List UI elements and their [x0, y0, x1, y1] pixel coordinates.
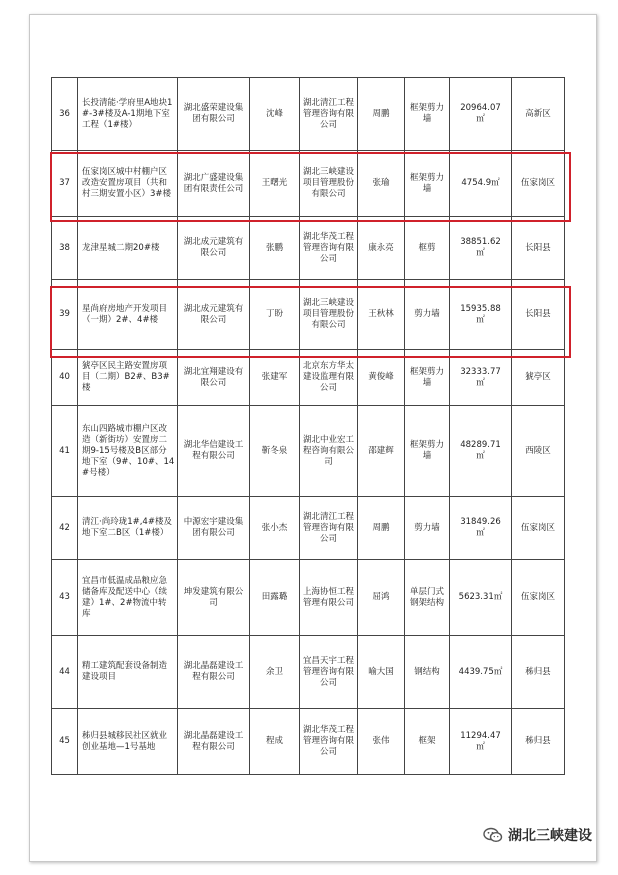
- cell-structure: 框架剪力墙: [405, 406, 450, 497]
- cell-supervisor: 湖北清江工程管理咨询有限公司: [300, 78, 358, 151]
- table-row: [52, 406, 565, 497]
- wechat-icon: [483, 827, 503, 843]
- cell-structure: 框剪: [405, 217, 450, 280]
- cell-builder-manager: 王曙光: [250, 151, 300, 217]
- cell-project: 伍家岗区城中村棚户区改造安置房项目（共和村三期安置小区）3#楼: [78, 151, 178, 217]
- cell-no: 44: [52, 636, 78, 709]
- cell-area: 20964.07 ㎡: [450, 78, 512, 151]
- cell-no: 40: [52, 350, 78, 406]
- cell-no: 45: [52, 709, 78, 775]
- cell-chief-engineer: 康永亮: [358, 217, 405, 280]
- cell-builder-manager: 余卫: [250, 636, 300, 709]
- cell-district: 西陵区: [512, 406, 565, 497]
- cell-builder-manager: 靳冬泉: [250, 406, 300, 497]
- cell-area: 11294.47 ㎡: [450, 709, 512, 775]
- cell-no: 38: [52, 217, 78, 280]
- cell-builder: 湖北广盛建设集团有限责任公司: [178, 151, 250, 217]
- cell-builder: 湖北成元建筑有限公司: [178, 280, 250, 350]
- table-row: [52, 636, 565, 709]
- cell-chief-engineer: 张瑜: [358, 151, 405, 217]
- table-row: [52, 151, 565, 217]
- cell-project: 清江·尚玲珑1#,4#楼及地下室二B区（1#楼）: [78, 497, 178, 560]
- cell-builder: 湖北华信建设工程有限公司: [178, 406, 250, 497]
- cell-project: 宜昌市低温成品粮应急储备库及配送中心（续建）1#、2#物流中转库: [78, 560, 178, 636]
- cell-builder: 湖北宜翔建设有限公司: [178, 350, 250, 406]
- cell-area: 4439.75㎡: [450, 636, 512, 709]
- cell-area: 5623.31㎡: [450, 560, 512, 636]
- cell-structure: 剪力墙: [405, 280, 450, 350]
- cell-builder: 坤发建筑有限公司: [178, 560, 250, 636]
- cell-builder-manager: 张建军: [250, 350, 300, 406]
- cell-builder: 湖北成元建筑有限公司: [178, 217, 250, 280]
- cell-project: 秭归县城移民社区就业创业基地—1号基地: [78, 709, 178, 775]
- cell-district: 伍家岗区: [512, 151, 565, 217]
- cell-district: 高新区: [512, 78, 565, 151]
- cell-builder-manager: 田露璐: [250, 560, 300, 636]
- cell-supervisor: 湖北华茂工程管理咨询有限公司: [300, 217, 358, 280]
- table-row: [52, 78, 565, 151]
- cell-chief-engineer: 屈鸿: [358, 560, 405, 636]
- cell-project: 龙津星城二期20#楼: [78, 217, 178, 280]
- cell-area: 38851.62 ㎡: [450, 217, 512, 280]
- cell-chief-engineer: 黄俊峰: [358, 350, 405, 406]
- cell-district: 伍家岗区: [512, 560, 565, 636]
- cell-area: 31849.26 ㎡: [450, 497, 512, 560]
- cell-project: 猇亭区民主路安置房项目（二期）B2#、B3#楼: [78, 350, 178, 406]
- table-row: [52, 497, 565, 560]
- cell-structure: 框架剪力墙: [405, 151, 450, 217]
- cell-district: 长阳县: [512, 280, 565, 350]
- watermark-text: 湖北三峡建设: [508, 828, 592, 844]
- cell-structure: 钢结构: [405, 636, 450, 709]
- cell-structure: 框架剪力墙: [405, 350, 450, 406]
- cell-builder: 湖北盛荣建设集团有限公司: [178, 78, 250, 151]
- cell-district: 猇亭区: [512, 350, 565, 406]
- cell-structure: 单层门式钢架结构: [405, 560, 450, 636]
- cell-supervisor: 湖北中业宏工程咨询有限公司: [300, 406, 358, 497]
- cell-no: 41: [52, 406, 78, 497]
- table-row: [52, 280, 565, 350]
- cell-supervisor: 湖北三峡建设项目管理股份有限公司: [300, 280, 358, 350]
- cell-builder: 湖北晶磊建设工程有限公司: [178, 709, 250, 775]
- cell-chief-engineer: 邵建辉: [358, 406, 405, 497]
- cell-project: 精工建筑配套设备制造建设项目: [78, 636, 178, 709]
- cell-chief-engineer: 周鹏: [358, 497, 405, 560]
- cell-area: 48289.71 ㎡: [450, 406, 512, 497]
- table-row: [52, 709, 565, 775]
- cell-no: 42: [52, 497, 78, 560]
- cell-chief-engineer: 张伟: [358, 709, 405, 775]
- cell-builder-manager: 沈峰: [250, 78, 300, 151]
- cell-chief-engineer: 周鹏: [358, 78, 405, 151]
- cell-builder-manager: 程成: [250, 709, 300, 775]
- cell-project: 东山四路城市棚户区改造（新街坊）安置房二期9-15号楼及B区部分地下室（9#、10#、14#号楼）: [78, 406, 178, 497]
- cell-project: 长投清能·学府里A地块1#-3#楼及A-1期地下室工程（1#楼）: [78, 78, 178, 151]
- table-row: [52, 560, 565, 636]
- cell-supervisor: 宜昌天宇工程管理咨询有限公司: [300, 636, 358, 709]
- watermark: [483, 825, 592, 845]
- cell-district: 伍家岗区: [512, 497, 565, 560]
- table-row: [52, 217, 565, 280]
- cell-structure: 剪力墙: [405, 497, 450, 560]
- cell-district: 秭归县: [512, 709, 565, 775]
- cell-no: 43: [52, 560, 78, 636]
- cell-area: 32333.77 ㎡: [450, 350, 512, 406]
- cell-builder-manager: 丁盼: [250, 280, 300, 350]
- cell-supervisor: 北京东方华太建设监理有限公司: [300, 350, 358, 406]
- cell-chief-engineer: 喻大国: [358, 636, 405, 709]
- cell-district: 长阳县: [512, 217, 565, 280]
- cell-area: 15935.88 ㎡: [450, 280, 512, 350]
- cell-builder: 湖北晶磊建设工程有限公司: [178, 636, 250, 709]
- cell-no: 39: [52, 280, 78, 350]
- cell-supervisor: 湖北清江工程管理咨询有限公司: [300, 497, 358, 560]
- cell-supervisor: 湖北华茂工程管理咨询有限公司: [300, 709, 358, 775]
- project-table: [51, 77, 565, 775]
- cell-project: 星尚府房地产开发项目（一期）2#、4#楼: [78, 280, 178, 350]
- cell-chief-engineer: 王秋林: [358, 280, 405, 350]
- cell-builder: 中源宏宇建设集团有限公司: [178, 497, 250, 560]
- cell-structure: 框架: [405, 709, 450, 775]
- cell-district: 秭归县: [512, 636, 565, 709]
- table-row: [52, 350, 565, 406]
- cell-supervisor: 上海协恒工程管理有限公司: [300, 560, 358, 636]
- cell-area: 4754.9㎡: [450, 151, 512, 217]
- cell-builder-manager: 张鹏: [250, 217, 300, 280]
- cell-structure: 框架剪力墙: [405, 78, 450, 151]
- cell-supervisor: 湖北三峡建设项目管理股份有限公司: [300, 151, 358, 217]
- cell-no: 36: [52, 78, 78, 151]
- cell-builder-manager: 张小杰: [250, 497, 300, 560]
- cell-no: 37: [52, 151, 78, 217]
